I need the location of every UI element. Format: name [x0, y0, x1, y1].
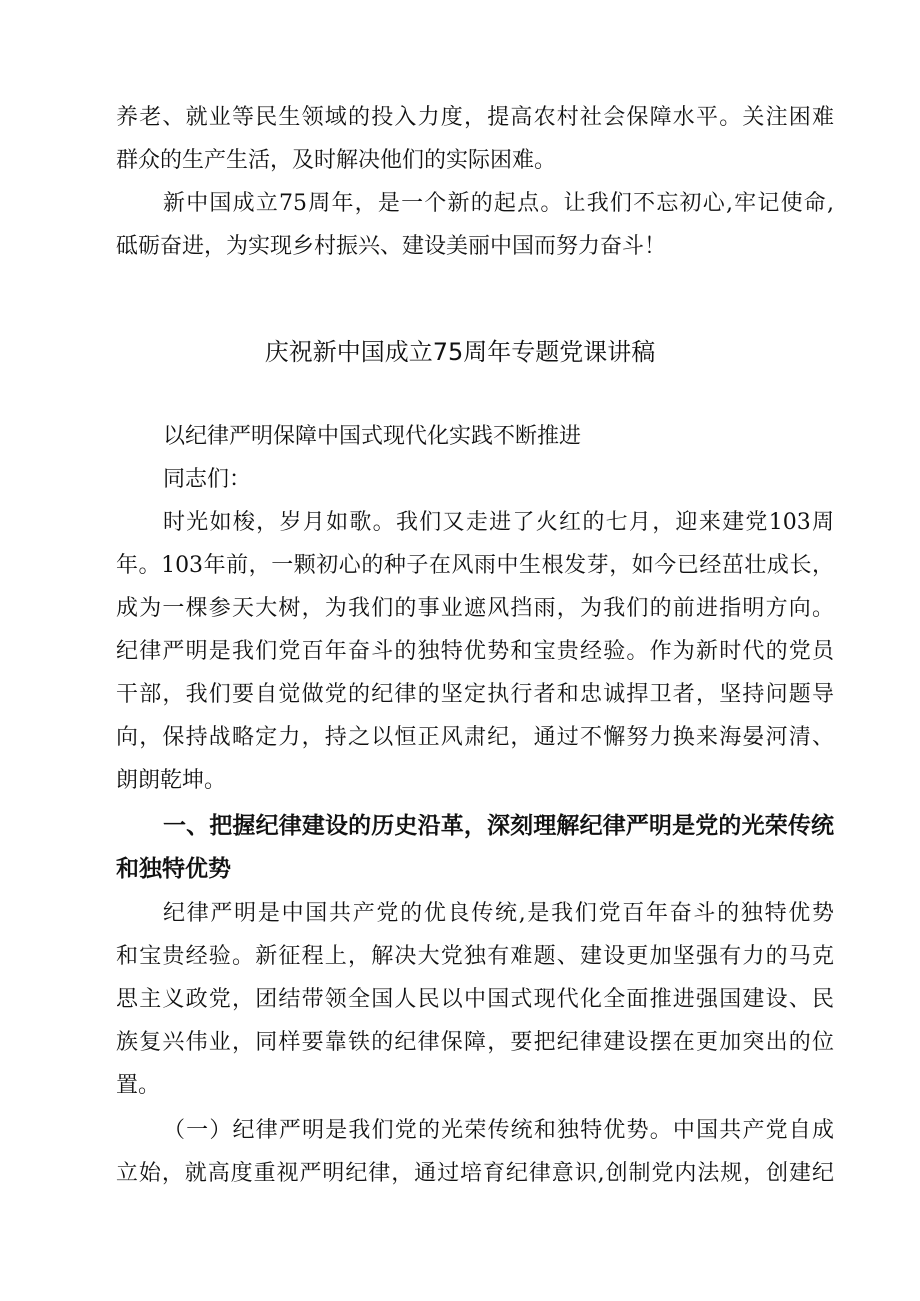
paragraph-line: 新中国成立75周年，是一个新的起点。让我们不忘初心,牢记使命,: [163, 191, 834, 216]
paragraph-line: 立始，就高度重视严明纪律，通过培育纪律意识,创制党内法规，创建纪: [116, 1161, 834, 1186]
subtitle: 以纪律严明保障中国式现代化实践不断推进: [163, 424, 582, 449]
section-heading: 和独特优势: [116, 856, 231, 882]
paragraph-line: 时光如梭，岁月如歌。我们又走进了火红的七月，迎来建党103周: [163, 510, 834, 535]
paragraph-line: 砥砺奋进，为实现乡村振兴、建设美丽中国而努力奋斗！: [116, 234, 667, 259]
paragraph-line: 族复兴伟业，同样要靠铁的纪律保障，要把纪律建设摆在更加突出的位: [116, 1030, 834, 1055]
paragraph-line: 成为一棵参天大树，为我们的事业遮风挡雨，为我们的前进指明方向。: [116, 596, 834, 621]
paragraph-line: 向，保持战略定力，持之以恒正风肃纪，通过不懈努力换来海晏河清、: [116, 725, 834, 750]
paragraph-line: 朗朗乾坤。: [116, 768, 227, 793]
paragraph-line: 养老、就业等民生领域的投入力度，提高农村社会保障水平。关注困难: [116, 105, 834, 130]
paragraph-line: 置。: [116, 1073, 161, 1098]
page-title: 庆祝新中国成立75周年专题党课讲稿: [264, 338, 656, 366]
paragraph-line: 干部，我们要自觉做党的纪律的坚定执行者和忠诚捍卫者，坚持问题导: [116, 682, 834, 707]
paragraph-line: （一）纪律严明是我们党的光荣传统和独特优势。中国共产党自成: [163, 1118, 834, 1143]
paragraph-line: 纪律严明是中国共产党的优良传统,是我们党百年奋斗的独特优势: [163, 901, 834, 926]
paragraph-line: 和宝贵经验。新征程上，解决大党独有难题、建设更加坚强有力的马克: [116, 944, 834, 969]
salutation: 同志们：: [163, 467, 252, 492]
paragraph-line: 年。103年前，一颗初心的种子在风雨中生根发芽，如今已经茁壮成长，: [116, 553, 834, 578]
paragraph-line: 思主义政党，团结带领全国人民以中国式现代化全面推进强国建设、民: [116, 987, 834, 1012]
paragraph-line: 纪律严明是我们党百年奋斗的独特优势和宝贵经验。作为新时代的党员: [116, 639, 834, 664]
paragraph-line: 群众的生产生活，及时解决他们的实际困难。: [116, 148, 557, 173]
section-heading: 一、把握纪律建设的历史沿革，深刻理解纪律严明是党的光荣传统: [163, 813, 834, 839]
